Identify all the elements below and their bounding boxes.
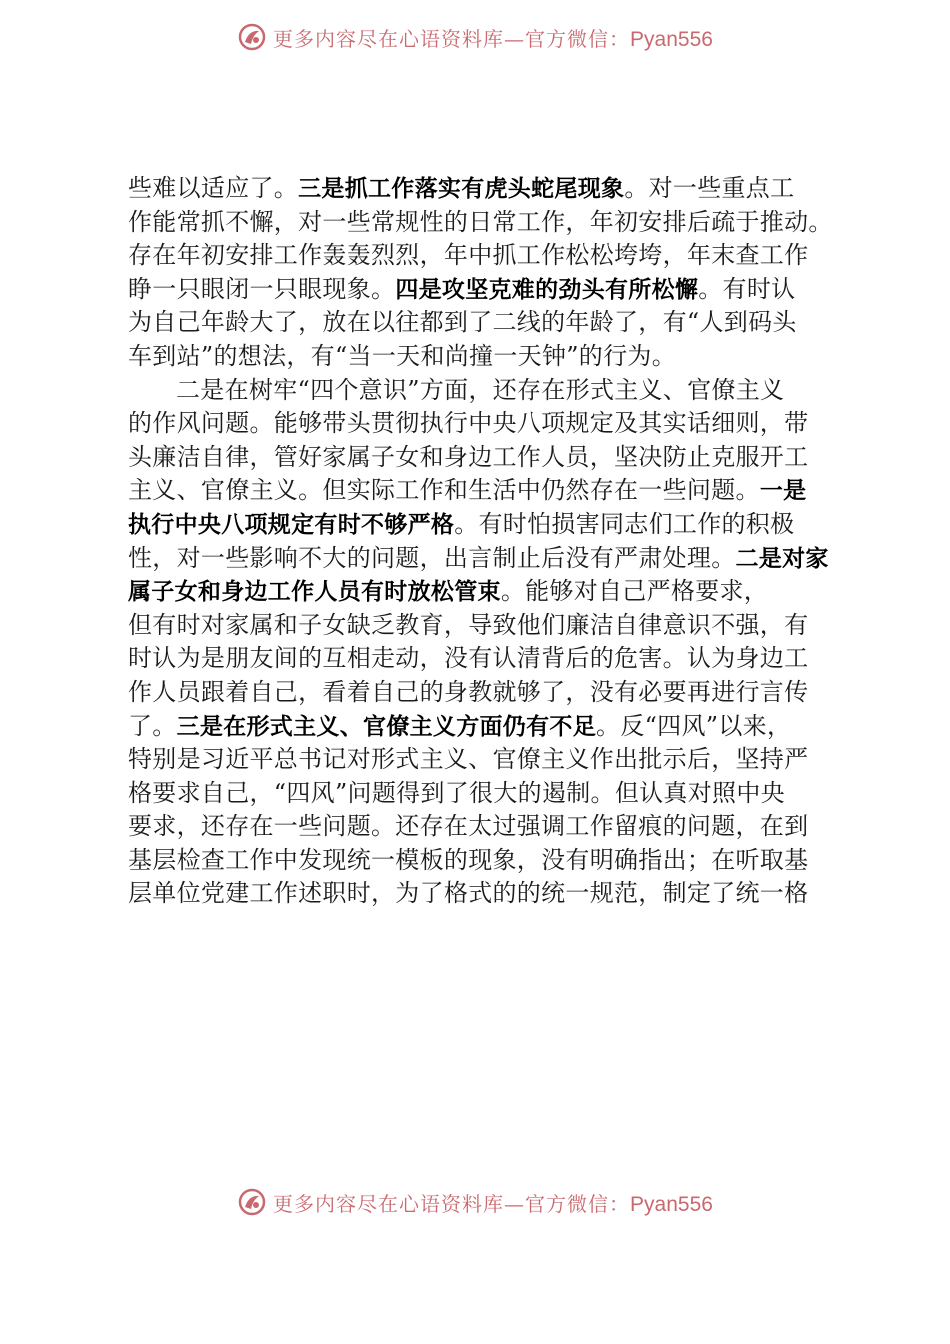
banner-wechat-id: Pyan556 [630, 1192, 713, 1216]
text-line [128, 306, 868, 340]
text-segment: 些难以适应了。 [128, 174, 299, 202]
text-segment: 作人员跟着自己，看着自己的身教就够了，没有必要再进行言传 [128, 677, 809, 706]
text-segment: 。对一些重点工 [624, 174, 795, 202]
text-segment: 作能常抓不懈，对一些常规性的日常工作，年初安排后疏于推动。 [128, 207, 833, 236]
bold-text-segment: 三是在形式主义、官僚主义方面仍有不足 [176, 713, 597, 740]
header-banner [0, 17, 950, 57]
text-segment: 头廉洁自律，管好家属子女和身边工作人员，坚决防止克服开工 [128, 442, 809, 471]
bold-text-segment: 一是 [759, 478, 807, 505]
text-segment: 。反“四风”以来， [596, 711, 792, 740]
document-body [128, 172, 868, 911]
text-segment: 时认为是朋友间的互相走动，没有认清背后的危害。认为身边工 [128, 644, 809, 673]
banner-text [273, 23, 713, 52]
bold-text-segment: 四是攻坚克难的劲头有所松懈 [395, 276, 699, 303]
banner-text [273, 1188, 713, 1217]
text-line [128, 777, 868, 811]
footer-banner [0, 1182, 950, 1222]
text-line [128, 239, 868, 273]
text-line [128, 810, 868, 844]
bold-text-segment: 属子女和身边工作人员有时放松管束 [128, 579, 501, 606]
text-line [128, 374, 868, 408]
bold-text-segment: 执行中央八项规定有时不够严格 [128, 511, 455, 538]
text-line [128, 710, 868, 744]
text-segment: 格要求自己，“四风”问题得到了很大的遏制。但认真对照中央 [128, 778, 785, 807]
text-line [128, 676, 868, 710]
text-segment: 但有时对家属和子女缺乏教育，导致他们廉洁自律意识不强，有 [128, 610, 809, 639]
text-line [128, 844, 868, 878]
text-segment: 基层检查工作中发现统一模板的现象，没有明确指出；在听取基 [128, 845, 809, 874]
text-line [128, 642, 868, 676]
text-line [128, 508, 868, 542]
text-segment: 性，对一些影响不大的问题，出言制止后没有严肃处理。 [128, 543, 736, 572]
text-segment: 主义、官僚主义。但实际工作和生活中仍然存在一些问题。 [128, 476, 760, 505]
banner-text-cn: 更多内容尽在心语资料库—官方微信： [273, 26, 631, 51]
text-segment: 为自己年龄大了，放在以往都到了二线的年龄了，有“人到码头 [128, 308, 797, 337]
text-line [128, 206, 868, 240]
banner-wechat-id: Pyan556 [630, 27, 713, 51]
text-line [128, 172, 868, 206]
text-line [128, 575, 868, 609]
text-segment: 车到站”的想法，有“当一天和尚撞一天钟”的行为。 [128, 341, 677, 370]
text-line [128, 273, 868, 307]
text-line [128, 407, 868, 441]
text-line [128, 441, 868, 475]
text-segment: 。能够对自己严格要求， [500, 577, 769, 606]
text-line [128, 542, 868, 576]
text-segment: 存在年初安排工作轰轰烈烈，年中抓工作松松垮垮，年末查工作 [128, 241, 809, 270]
bold-text-segment: 二是对家 [735, 545, 829, 572]
text-segment: 。有时怕损害同志们工作的积极 [454, 509, 795, 538]
banner-text-cn: 更多内容尽在心语资料库—官方微信： [273, 1191, 631, 1216]
text-line [128, 609, 868, 643]
text-segment: 睁一只眼闭一只眼现象。 [128, 274, 396, 303]
seal-logo-icon [237, 1187, 267, 1217]
text-segment: 特别是习近平总书记对形式主义、官僚主义作出批示后，坚持严 [128, 745, 809, 774]
text-line [128, 474, 868, 508]
text-line [128, 743, 868, 777]
text-line [128, 340, 868, 374]
text-line [128, 877, 868, 911]
text-segment: 要求，还存在一些问题。还存在太过强调工作留痕的问题，在到 [128, 812, 809, 841]
text-segment: 层单位党建工作述职时，为了格式的的统一规范，制定了统一格 [128, 879, 809, 908]
text-segment: 了。 [128, 711, 177, 740]
seal-logo-icon [237, 22, 267, 52]
bold-text-segment: 三是抓工作落实有虎头蛇尾现象 [298, 176, 625, 202]
text-segment: 二是在树牢“四个意识”方面，还存在形式主义、官僚主义 [176, 375, 785, 404]
text-segment: 。有时认 [698, 274, 796, 303]
text-segment: 的作风问题。能够带头贯彻执行中央八项规定及其实话细则，带 [128, 409, 809, 438]
